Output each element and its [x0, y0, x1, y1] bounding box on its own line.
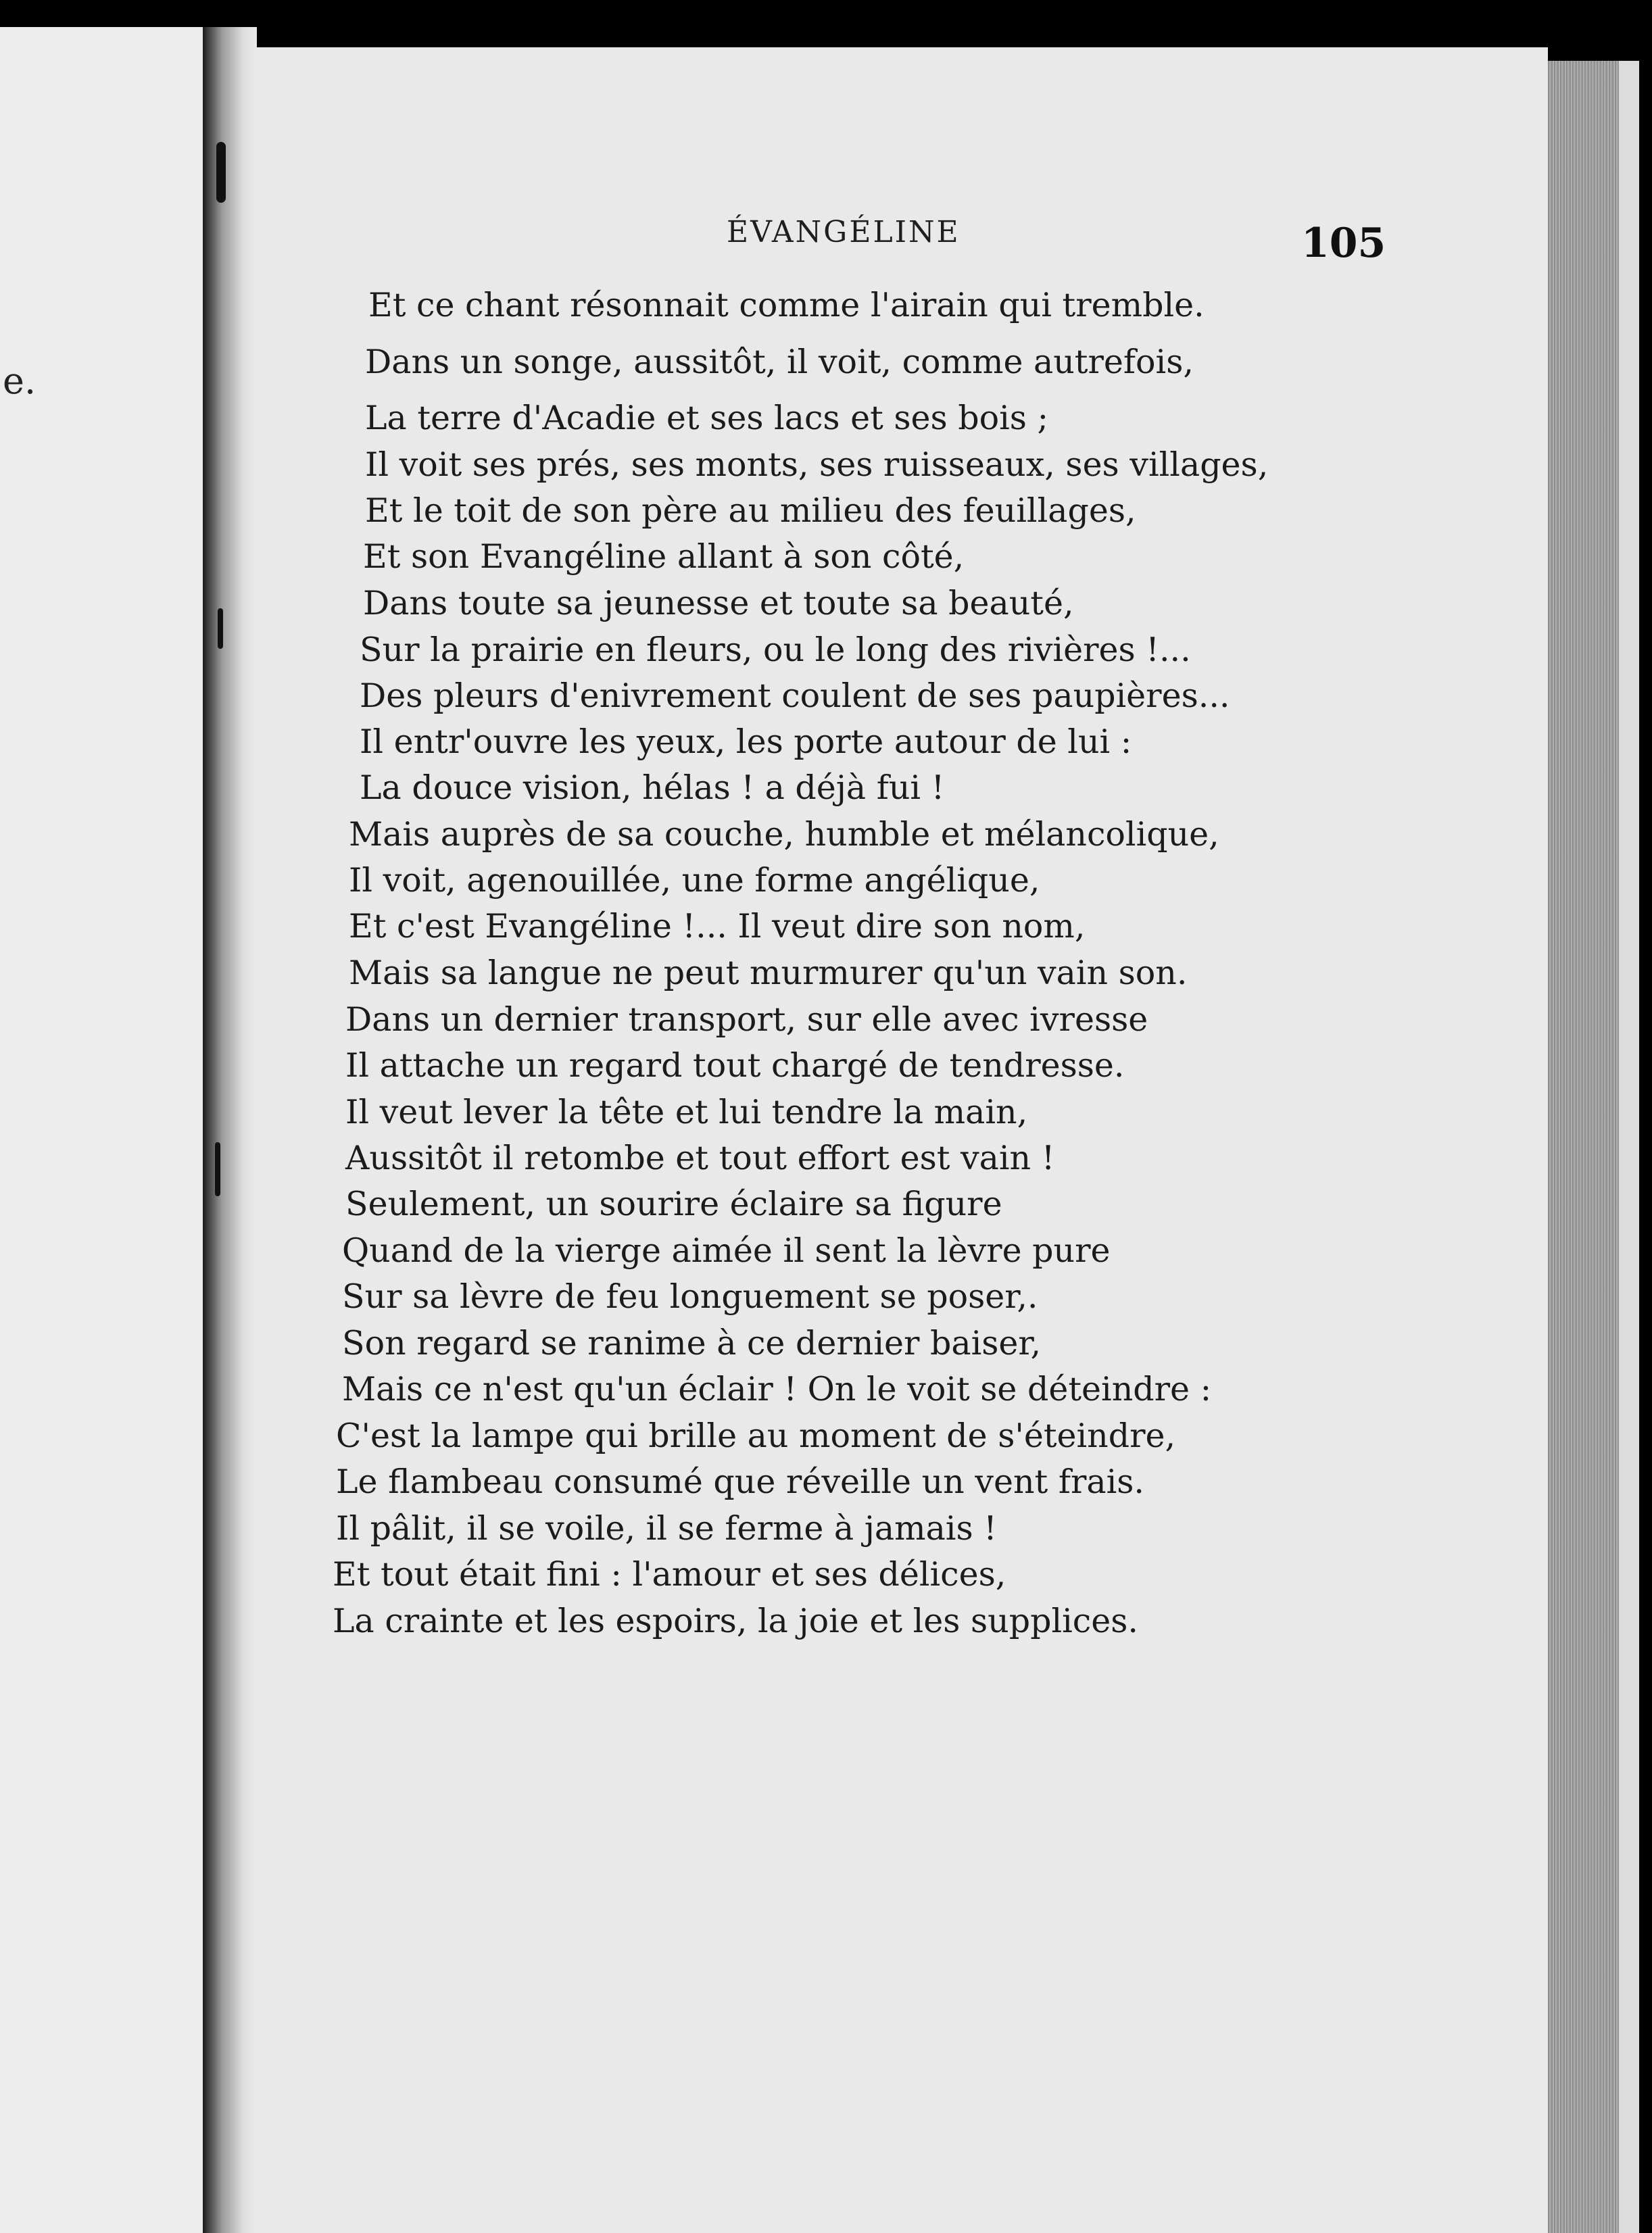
- verse-line: Mais sa langue ne peut murmurer qu'un vain son.: [349, 954, 1188, 992]
- verse-line: Sur sa lèvre de feu longuement se poser,.: [342, 1277, 1038, 1316]
- verse-line: Et son Evangéline allant à son côté,: [363, 537, 965, 576]
- verse-line: Et c'est Evangéline !... Il veut dire son nom,: [349, 907, 1086, 946]
- verse-line: Il attache un regard tout chargé de tendresse.: [345, 1046, 1125, 1085]
- verse-line: Il pâlit, il se voile, il se ferme à jamais !: [336, 1509, 997, 1548]
- verse-line: Et ce chant résonnait comme l'airain qui tremble.: [368, 286, 1205, 324]
- page-number: 105: [1301, 220, 1386, 267]
- left-page-text-fragment: e.: [3, 360, 37, 402]
- verse-line: Seulement, un sourire éclaire sa figure: [345, 1185, 1002, 1223]
- verse-line: Il voit ses prés, ses monts, ses ruisseaux, ses villages,: [365, 445, 1269, 484]
- verse-line: C'est la lampe qui brille au moment de s'éteindre,: [336, 1417, 1176, 1455]
- verse-line: Dans un songe, aussitôt, il voit, comme autrefois,: [365, 343, 1194, 381]
- verse-line: Le flambeau consumé que réveille un vent frais.: [336, 1463, 1144, 1501]
- verse-line: Il voit, agenouillée, une forme angélique,: [349, 861, 1040, 900]
- verse-line: Il veut lever la tête et lui tendre la main,: [345, 1093, 1028, 1131]
- verse-line: La crainte et les espoirs, la joie et les supplices.: [333, 1602, 1138, 1640]
- verse-line: Mais auprès de sa couche, humble et mélancolique,: [349, 815, 1219, 854]
- verse-line: Dans toute sa jeunesse et toute sa beauté,: [363, 584, 1074, 622]
- verse-line: La douce vision, hélas ! a déjà fui !: [360, 768, 945, 807]
- verse-line: Et le toit de son père au milieu des feuillages,: [365, 491, 1136, 530]
- verse-line: Il entr'ouvre les yeux, les porte autour de lui :: [360, 722, 1132, 761]
- verse-line: Sur la prairie en fleurs, ou le long des rivières !...: [360, 631, 1191, 669]
- verse-line: Quand de la vierge aimée il sent la lèvre pure: [342, 1231, 1111, 1270]
- verse-line: Aussitôt il retombe et tout effort est vain !: [345, 1139, 1055, 1177]
- verse-line: Et tout était fini : l'amour et ses délices,: [333, 1555, 1006, 1594]
- verse-line: La terre d'Acadie et ses lacs et ses bois ;: [365, 399, 1049, 437]
- verse-line: Son regard se ranime à ce dernier baiser,: [342, 1324, 1042, 1363]
- verse-line: Dans un dernier transport, sur elle avec ivresse: [345, 1000, 1148, 1039]
- verse-line: Des pleurs d'enivrement coulent de ses paupières...: [360, 677, 1230, 715]
- running-head: ÉVANGÉLINE: [727, 215, 961, 249]
- verse-line: Mais ce n'est qu'un éclair ! On le voit se déteindre :: [342, 1370, 1212, 1408]
